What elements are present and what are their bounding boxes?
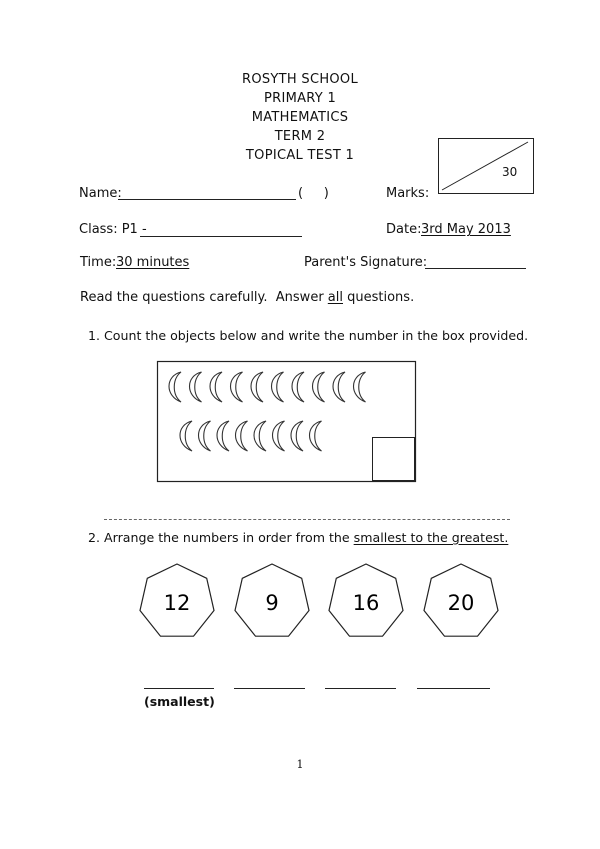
date-value: 3rd May 2013 (421, 222, 511, 237)
crescent-icon (210, 372, 222, 402)
name-field[interactable] (118, 199, 296, 200)
crescent-icon (292, 372, 304, 402)
instructions-emphasis: all (327, 290, 343, 305)
instructions: Read the questions carefully. Answer all questions. (80, 290, 415, 305)
smallest-caption: (smallest) (144, 694, 215, 709)
answer-blank-4[interactable] (417, 688, 490, 689)
crescent-icon (310, 421, 322, 451)
crescent-icon (217, 421, 229, 451)
crescent-icon (333, 372, 345, 402)
marks-total: 30 (502, 165, 518, 179)
date-label: Date: (386, 222, 422, 237)
marks-label: Marks: (386, 186, 430, 201)
question-2-text: 2. Arrange the numbers in order from the smallest to the greatest. (88, 530, 509, 545)
crescent-icon (231, 372, 243, 402)
crescent-icon (313, 372, 325, 402)
answer-blank-3[interactable] (325, 688, 396, 689)
question-1-text: 1. Count the objects below and write the number in the box provided. (88, 328, 529, 343)
heptagon-number: 12 (163, 591, 191, 615)
crescent-icon (251, 372, 263, 402)
signature-field[interactable] (425, 268, 526, 269)
crescent-icon (169, 372, 181, 402)
class-field[interactable] (140, 236, 302, 237)
crescent-icon (254, 421, 266, 451)
crescent-icon (272, 372, 284, 402)
subject-title: MATHEMATICS (251, 110, 349, 125)
crescent-icon (180, 421, 192, 451)
name-label: Name: (79, 186, 122, 201)
heptagon-number: 9 (265, 591, 279, 615)
answer-blank-1[interactable] (144, 688, 214, 689)
register-number-bracket: ( ) (298, 186, 329, 201)
signature-label: Parent's Signature: (304, 255, 428, 270)
counting-box (157, 361, 417, 483)
heptagon-number: 20 (447, 591, 475, 615)
class-label: Class: P1 - (79, 222, 147, 237)
crescent-icon (273, 421, 285, 451)
crescent-icon (199, 421, 211, 451)
heptagon-number: 16 (352, 591, 380, 615)
crescent-icon (354, 372, 366, 402)
test-title: TOPICAL TEST 1 (245, 148, 355, 163)
term-title: TERM 2 (274, 129, 326, 144)
answer-blank-2[interactable] (234, 688, 305, 689)
question-2-emphasis: smallest to the greatest. (353, 530, 509, 545)
number-heptagons (0, 560, 600, 650)
crescent-icon (236, 421, 248, 451)
crescent-icon (190, 372, 202, 402)
answer-box[interactable] (373, 438, 415, 481)
divider (104, 519, 510, 520)
time-value: 30 minutes (116, 255, 190, 270)
marks-box (438, 138, 534, 194)
level-title: PRIMARY 1 (263, 91, 337, 106)
time-label: Time: (80, 255, 117, 270)
school-name: ROSYTH SCHOOL (241, 72, 359, 87)
crescent-icon (291, 421, 303, 451)
page-number: 1 (296, 758, 304, 771)
